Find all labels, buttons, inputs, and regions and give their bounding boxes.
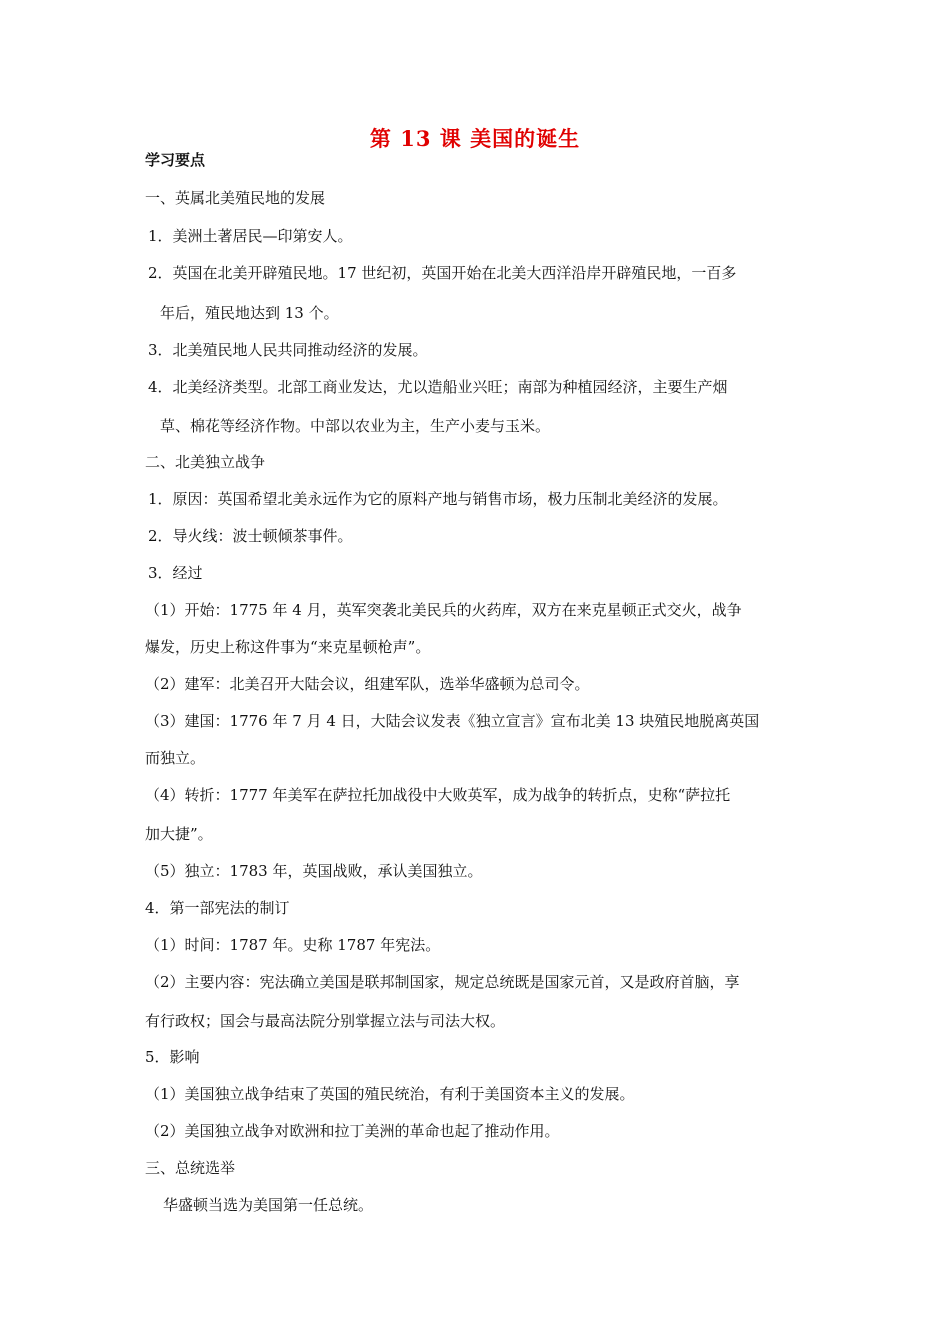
text-line: （1）美国独立战争结束了英国的殖民统治，有利于美国资本主义的发展。 bbox=[145, 1085, 635, 1103]
page-title: 第 13 课 美国的诞生 bbox=[369, 126, 581, 151]
section-heading-1: 一、英属北美殖民地的发展 bbox=[145, 189, 326, 207]
text-line: （5）独立：1783 年，英国战败，承认美国独立。 bbox=[145, 862, 483, 880]
section-heading-study-points: 学习要点 bbox=[145, 151, 206, 169]
text-line: （1）时间：1787 年。史称 1787 年宪法。 bbox=[145, 936, 441, 954]
text-line: （2）建军：北美召开大陆会议，组建军队，选举华盛顿为总司令。 bbox=[145, 675, 590, 693]
text-line: 5．影响 bbox=[145, 1048, 200, 1066]
text-line: （2）主要内容：宪法确立美国是联邦制国家，规定总统既是国家元首，又是政府首脑，享 bbox=[145, 973, 740, 991]
text-line: 1．美洲土著居民—印第安人。 bbox=[148, 227, 353, 245]
text-line: 4．第一部宪法的制订 bbox=[145, 899, 290, 917]
text-line: 有行政权；国会与最高法院分别掌握立法与司法大权。 bbox=[145, 1012, 506, 1030]
text-line: 2．英国在北美开辟殖民地。17 世纪初，英国开始在北美大西洋沿岸开辟殖民地，一百多 bbox=[148, 264, 737, 282]
text-line: （2）美国独立战争对欧洲和拉丁美洲的革命也起了推动作用。 bbox=[145, 1122, 560, 1140]
section-heading-3: 三、总统选举 bbox=[145, 1159, 236, 1177]
text-line: 1．原因：英国希望北美永远作为它的原料产地与销售市场，极力压制北美经济的发展。 bbox=[148, 490, 728, 508]
text-line: 2．导火线：波士顿倾茶事件。 bbox=[148, 527, 353, 545]
text-line: （4）转折：1777 年美军在萨拉托加战役中大败英军，成为战争的转折点，史称“萨拉托 bbox=[145, 786, 731, 804]
section-heading-2: 二、北美独立战争 bbox=[145, 453, 266, 471]
text-line: 加大捷”。 bbox=[145, 825, 213, 843]
text-line: （1）开始：1775 年 4 月，英军突袭北美民兵的火药库，双方在来克星顿正式交火，战争 bbox=[145, 601, 742, 619]
text-line: 年后，殖民地达到 13 个。 bbox=[160, 304, 339, 322]
text-line: 爆发，历史上称这件事为“来克星顿枪声”。 bbox=[145, 638, 431, 656]
text-line: （3）建国：1776 年 7 月 4 日，大陆会议发表《独立宣言》宣布北美 13 块殖民地脱离英国 bbox=[145, 712, 760, 730]
text-line: 草、棉花等经济作物。中部以农业为主，生产小麦与玉米。 bbox=[160, 417, 551, 435]
text-line: 华盛顿当选为美国第一任总统。 bbox=[163, 1196, 374, 1214]
text-line: 3．经过 bbox=[148, 564, 203, 582]
text-line: 3．北美殖民地人民共同推动经济的发展。 bbox=[148, 341, 428, 359]
text-line: 而独立。 bbox=[145, 749, 206, 767]
text-line: 4．北美经济类型。北部工商业发达，尤以造船业兴旺；南部为种植园经济，主要生产烟 bbox=[148, 378, 728, 396]
